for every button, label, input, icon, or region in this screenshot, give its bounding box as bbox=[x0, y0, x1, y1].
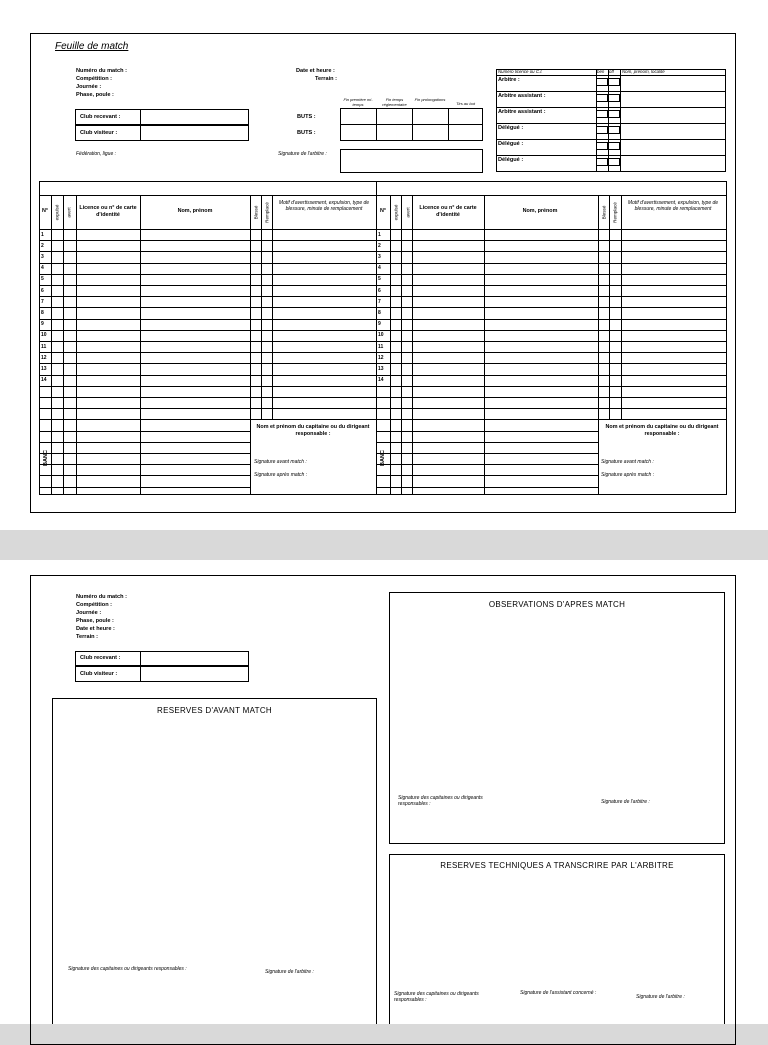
p2-field-phase: Phase, poule : bbox=[76, 618, 114, 624]
technical-sig-caps: Signature des capitaines ou dirigeants responsables : bbox=[394, 991, 479, 1003]
official-check-ben[interactable] bbox=[596, 94, 608, 102]
official-assistant-1: Arbitre assistant : bbox=[498, 93, 546, 99]
referee-signature-box[interactable] bbox=[340, 149, 483, 173]
observations-sig-caps: Signature des capitaines ou dirigeants responsables : bbox=[398, 795, 483, 807]
official-check-off[interactable] bbox=[608, 126, 620, 134]
observations-sig-ref: Signature de l'arbitre : bbox=[601, 799, 650, 805]
official-check-ben[interactable] bbox=[596, 126, 608, 134]
official-check-off[interactable] bbox=[608, 142, 620, 150]
banc-label-left: BANC bbox=[43, 450, 49, 466]
row-number: 9 bbox=[41, 321, 44, 328]
official-assistant-2: Arbitre assistant : bbox=[498, 109, 546, 115]
header-remplace-left: Remplacé bbox=[264, 202, 270, 223]
row-number: 10 bbox=[41, 332, 47, 339]
header-expulse-left: expulsé bbox=[54, 204, 60, 221]
field-journee: Journée : bbox=[76, 84, 102, 90]
field-competition: Compétition : bbox=[76, 76, 113, 82]
sig-after-left: Signature après match : bbox=[254, 472, 308, 478]
official-check-off[interactable] bbox=[608, 94, 620, 102]
header-licence-right: Licence ou n° de carte d'identité bbox=[419, 205, 477, 218]
row-number: 7 bbox=[378, 298, 381, 305]
p2-field-date: Date et heure : bbox=[76, 626, 115, 632]
technical-sig-assist: Signature de l'assistant concerné : bbox=[520, 990, 597, 996]
header-no-right: N° bbox=[379, 208, 387, 214]
row-number: 8 bbox=[41, 309, 44, 316]
sig-before-right: Signature avant match : bbox=[601, 459, 654, 465]
official-check-off[interactable] bbox=[608, 158, 620, 166]
row-number: 1 bbox=[41, 231, 44, 238]
official-delegue-2: Délégué : bbox=[498, 141, 524, 147]
official-check-off[interactable] bbox=[608, 78, 620, 86]
captain-label-left: Nom et prénom du capitaine ou du dirigeant responsable : bbox=[256, 424, 370, 437]
score-header-regular: Fin temps réglementaire bbox=[382, 97, 407, 107]
row-number: 2 bbox=[378, 242, 381, 249]
score-header-half: Fin première mi-temps bbox=[343, 97, 373, 107]
officials-header-ben: bén bbox=[597, 69, 605, 74]
row-number: 13 bbox=[41, 365, 47, 372]
row-number: 3 bbox=[41, 253, 44, 260]
header-licence-left: Licence ou n° de carte d'identité bbox=[79, 205, 137, 218]
p2-field-journee: Journée : bbox=[76, 610, 102, 616]
technical-sig-ref: Signature de l'arbitre : bbox=[636, 994, 685, 1000]
officials-header-name: Nom, prénom, localité bbox=[622, 69, 665, 74]
header-motif-left: Motif d'avertissement, expulsion, type de blessure, minute de remplacement bbox=[278, 200, 370, 212]
reserves-before-box[interactable] bbox=[52, 698, 377, 1024]
referee-signature-label: Signature de l'arbitre : bbox=[278, 151, 327, 157]
row-number: 2 bbox=[41, 242, 44, 249]
official-check-ben[interactable] bbox=[596, 110, 608, 118]
row-number: 13 bbox=[378, 365, 384, 372]
match-sheet-page-2 bbox=[0, 560, 768, 1024]
row-number: 6 bbox=[378, 287, 381, 294]
club-home-label: Club recevant : bbox=[80, 114, 121, 120]
reserves-before-sig-ref: Signature de l'arbitre : bbox=[265, 969, 314, 975]
official-delegue-3: Délégué : bbox=[498, 157, 524, 163]
field-match-number: Numéro du match : bbox=[76, 68, 127, 74]
row-number: 5 bbox=[378, 276, 381, 283]
sig-after-right: Signature après match : bbox=[601, 472, 655, 478]
official-delegue-1: Délégué : bbox=[498, 125, 524, 131]
row-number: 11 bbox=[41, 343, 47, 350]
row-number: 14 bbox=[378, 377, 384, 384]
row-number: 5 bbox=[41, 276, 44, 283]
date-label: Date et heure : bbox=[296, 68, 335, 74]
row-number: 12 bbox=[41, 354, 47, 361]
field-phase: Phase, poule : bbox=[76, 92, 114, 98]
p2-club-home-label: Club recevant : bbox=[80, 655, 121, 661]
row-number: 9 bbox=[378, 321, 381, 328]
row-number: 1 bbox=[378, 231, 381, 238]
row-number: 8 bbox=[378, 309, 381, 316]
official-check-off[interactable] bbox=[608, 110, 620, 118]
header-name-left: Nom, prénom bbox=[177, 208, 213, 214]
p2-field-competition: Compétition : bbox=[76, 602, 113, 608]
header-avert-right: avert bbox=[405, 207, 411, 218]
terrain-label: Terrain : bbox=[315, 76, 337, 82]
technical-reserves-title: RESERVES TECHNIQUES A TRANSCRIRE PAR L'ARBITRE bbox=[440, 861, 674, 870]
row-number: 7 bbox=[41, 298, 44, 305]
reserves-before-sig-caps: Signature des capitaines ou dirigeants responsables : bbox=[68, 966, 187, 972]
row-number: 10 bbox=[378, 332, 384, 339]
header-blesse-right: Blessé bbox=[601, 205, 607, 220]
p2-field-terrain: Terrain : bbox=[76, 634, 98, 640]
officials-header-licence: Numéro licence ou C.I. bbox=[498, 69, 543, 74]
header-expulse-right: expulsé bbox=[393, 204, 399, 221]
sig-before-left: Signature avant match : bbox=[254, 459, 307, 465]
row-number: 14 bbox=[41, 377, 47, 384]
row-number: 11 bbox=[378, 343, 384, 350]
header-remplace-right: Remplacé bbox=[612, 202, 618, 223]
header-no-left: N° bbox=[41, 208, 49, 214]
header-motif-right: Motif d'avertissement, expulsion, type de blessure, minute de remplacement bbox=[627, 200, 719, 212]
header-name-right: Nom, prénom bbox=[522, 208, 558, 214]
header-avert-left: avert bbox=[66, 207, 72, 218]
official-check-ben[interactable] bbox=[596, 78, 608, 86]
club-away-label: Club visiteur : bbox=[80, 130, 118, 136]
score-header-penalties: Tirs au but bbox=[456, 101, 475, 106]
official-check-ben[interactable] bbox=[596, 158, 608, 166]
officials-header-off: off bbox=[609, 69, 614, 74]
reserves-before-title: RESERVES D'AVANT MATCH bbox=[157, 706, 272, 715]
row-number: 6 bbox=[41, 287, 44, 294]
sheet-title: Feuille de match bbox=[55, 41, 129, 52]
header-blesse-left: Blessé bbox=[253, 205, 259, 220]
row-number: 12 bbox=[378, 354, 384, 361]
observations-title: OBSERVATIONS D'APRES MATCH bbox=[488, 600, 626, 609]
row-number: 3 bbox=[378, 253, 381, 260]
buts-away-label: BUTS : bbox=[297, 130, 316, 136]
official-arbitre: Arbitre : bbox=[498, 77, 520, 83]
captain-label-right: Nom et prénom du capitaine ou du dirigeant responsable : bbox=[605, 424, 719, 437]
buts-home-label: BUTS : bbox=[297, 114, 316, 120]
p2-field-match-number: Numéro du match : bbox=[76, 594, 127, 600]
banc-label-right: BANC bbox=[380, 450, 386, 466]
row-number: 4 bbox=[41, 265, 44, 272]
score-header-extra: Fin prolongations bbox=[414, 97, 446, 102]
row-number: 4 bbox=[378, 265, 381, 272]
federation-label: Fédération, ligue : bbox=[76, 151, 117, 157]
p2-club-away-label: Club visiteur : bbox=[80, 671, 118, 677]
official-check-ben[interactable] bbox=[596, 142, 608, 150]
